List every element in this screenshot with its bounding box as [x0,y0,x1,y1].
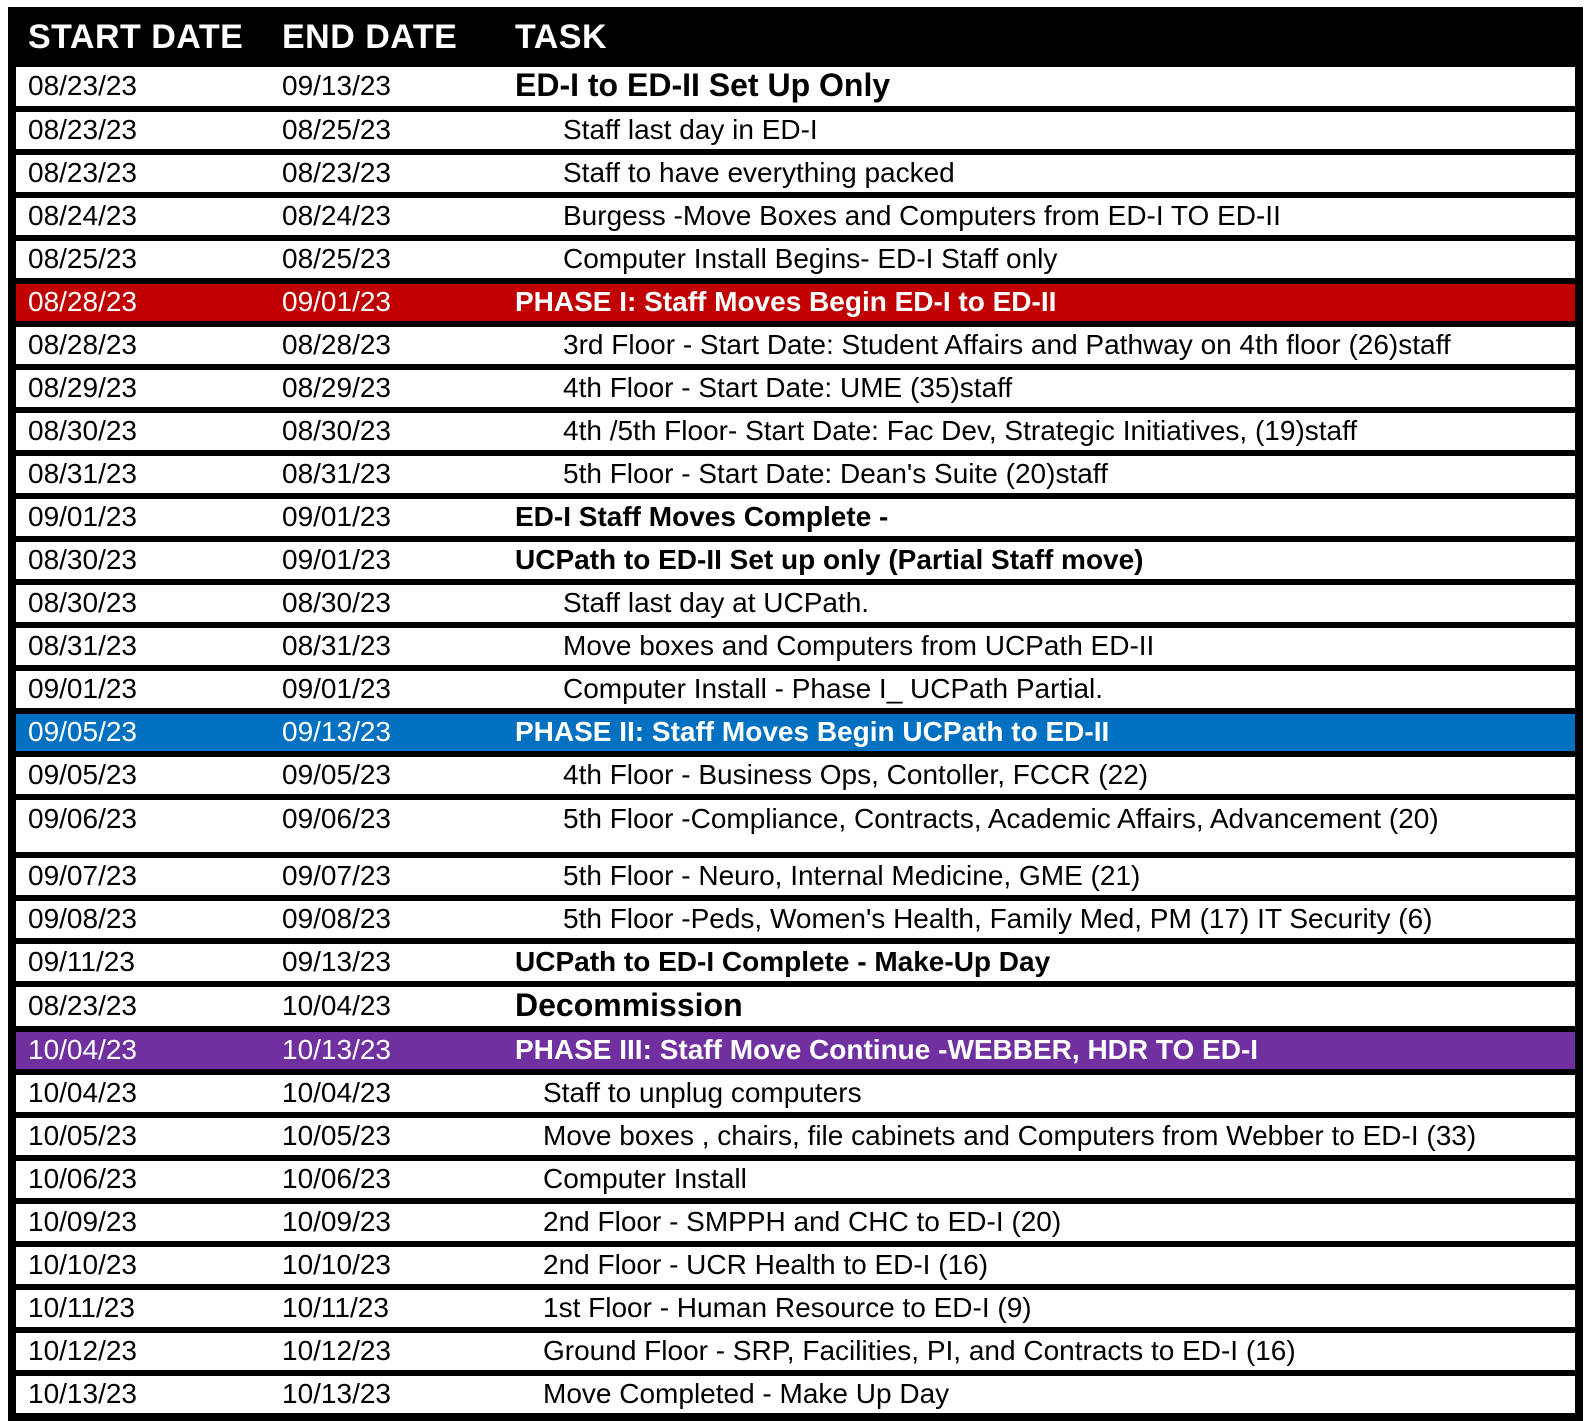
start-date-cell: 08/28/23 [12,281,270,324]
table-row [12,1115,1579,1158]
column-header-task: TASK [503,11,1579,64]
start-date-cell: 09/06/23 [12,797,270,855]
end-date-cell: 10/11/23 [270,1287,503,1330]
end-date-cell: 09/13/23 [270,711,503,754]
task-cell: Burgess -Move Boxes and Computers from ED-I TO ED-II [503,195,1579,238]
end-date-cell: 09/13/23 [270,64,503,109]
end-date-cell: 09/01/23 [270,496,503,539]
table-row [12,797,1579,855]
start-date-cell: 10/09/23 [12,1201,270,1244]
task-cell: Computer Install [503,1158,1579,1201]
end-date-cell: 08/28/23 [270,324,503,367]
end-date-cell: 10/13/23 [270,1373,503,1417]
task-cell: ED-I to ED-II Set Up Only [503,64,1579,109]
end-date-cell: 10/12/23 [270,1330,503,1373]
start-date-cell: 08/31/23 [12,453,270,496]
table-header-row [12,11,1579,64]
start-date-cell: 09/05/23 [12,754,270,797]
task-cell: 5th Floor - Start Date: Dean's Suite (20)staff [503,453,1579,496]
start-date-cell: 08/23/23 [12,984,270,1029]
task-cell: 4th /5th Floor- Start Date: Fac Dev, Strategic Initiatives, (19)staff [503,410,1579,453]
end-date-cell: 10/04/23 [270,1072,503,1115]
task-cell: Ground Floor - SRP, Facilities, PI, and Contracts to ED-I (16) [503,1330,1579,1373]
task-cell: 5th Floor -Peds, Women's Health, Family Med, PM (17) IT Security (6) [503,898,1579,941]
start-date-cell: 09/08/23 [12,898,270,941]
table-row [12,195,1579,238]
table-row [12,410,1579,453]
task-cell: Move Completed - Make Up Day [503,1373,1579,1417]
end-date-cell: 09/07/23 [270,855,503,898]
end-date-cell: 09/01/23 [270,281,503,324]
phase-row [12,1029,1579,1072]
table-row [12,1201,1579,1244]
table-row [12,324,1579,367]
task-cell: Computer Install Begins- ED-I Staff only [503,238,1579,281]
start-date-cell: 09/11/23 [12,941,270,984]
task-cell: Move boxes and Computers from UCPath ED-II [503,625,1579,668]
table-row [12,582,1579,625]
table-row [12,152,1579,195]
table-row [12,1072,1579,1115]
end-date-cell: 09/13/23 [270,941,503,984]
task-cell: Staff to unplug computers [503,1072,1579,1115]
task-cell: 2nd Floor - SMPPH and CHC to ED-I (20) [503,1201,1579,1244]
table-row [12,941,1579,984]
table-row [12,64,1579,109]
task-cell: UCPath to ED-II Set up only (Partial Staff move) [503,539,1579,582]
end-date-cell: 08/30/23 [270,582,503,625]
end-date-cell: 08/25/23 [270,238,503,281]
table-row [12,668,1579,711]
end-date-cell: 08/25/23 [270,109,503,152]
end-date-cell: 10/09/23 [270,1201,503,1244]
table-row [12,367,1579,410]
end-date-cell: 09/08/23 [270,898,503,941]
task-cell: 1st Floor - Human Resource to ED-I (9) [503,1287,1579,1330]
start-date-cell: 08/28/23 [12,324,270,367]
task-cell: 5th Floor -Compliance, Contracts, Academic Affairs, Advancement (20) [503,797,1579,855]
start-date-cell: 08/23/23 [12,152,270,195]
start-date-cell: 08/23/23 [12,64,270,109]
start-date-cell: 08/25/23 [12,238,270,281]
start-date-cell: 08/30/23 [12,410,270,453]
table-row [12,898,1579,941]
task-cell: 4th Floor - Start Date: UME (35)staff [503,367,1579,410]
start-date-cell: 08/30/23 [12,582,270,625]
table-row [12,496,1579,539]
task-cell: PHASE I: Staff Moves Begin ED-I to ED-II [503,281,1579,324]
task-cell: Staff to have everything packed [503,152,1579,195]
start-date-cell: 10/10/23 [12,1244,270,1287]
task-cell: Computer Install - Phase I_ UCPath Partial. [503,668,1579,711]
end-date-cell: 09/05/23 [270,754,503,797]
task-cell: 3rd Floor - Start Date: Student Affairs and Pathway on 4th floor (26)staff [503,324,1579,367]
table-row [12,453,1579,496]
task-cell: PHASE II: Staff Moves Begin UCPath to ED-II [503,711,1579,754]
end-date-cell: 08/31/23 [270,453,503,496]
start-date-cell: 10/04/23 [12,1029,270,1072]
task-cell: PHASE III: Staff Move Continue -WEBBER, HDR TO ED-I [503,1029,1579,1072]
schedule-table [8,7,1583,1421]
end-date-cell: 08/29/23 [270,367,503,410]
end-date-cell: 10/06/23 [270,1158,503,1201]
table-row [12,1330,1579,1373]
table-row [12,855,1579,898]
start-date-cell: 08/30/23 [12,539,270,582]
end-date-cell: 10/05/23 [270,1115,503,1158]
task-cell: Move boxes , chairs, file cabinets and Computers from Webber to ED-I (33) [503,1115,1579,1158]
end-date-cell: 08/23/23 [270,152,503,195]
end-date-cell: 10/10/23 [270,1244,503,1287]
start-date-cell: 09/05/23 [12,711,270,754]
start-date-cell: 10/11/23 [12,1287,270,1330]
end-date-cell: 10/13/23 [270,1029,503,1072]
table-row [12,238,1579,281]
task-cell: 4th Floor - Business Ops, Contoller, FCCR (22) [503,754,1579,797]
task-cell: 2nd Floor - UCR Health to ED-I (16) [503,1244,1579,1287]
phase-row [12,711,1579,754]
start-date-cell: 09/01/23 [12,668,270,711]
start-date-cell: 10/04/23 [12,1072,270,1115]
table-row [12,754,1579,797]
start-date-cell: 10/05/23 [12,1115,270,1158]
task-cell: Decommission [503,984,1579,1029]
table-row [12,1244,1579,1287]
end-date-cell: 08/24/23 [270,195,503,238]
column-header-start-date: START DATE [12,11,270,64]
end-date-cell: 08/31/23 [270,625,503,668]
table-row [12,539,1579,582]
start-date-cell: 08/24/23 [12,195,270,238]
task-cell: 5th Floor - Neuro, Internal Medicine, GME (21) [503,855,1579,898]
table-row [12,1158,1579,1201]
table-row [12,1373,1579,1417]
phase-row [12,281,1579,324]
task-cell: UCPath to ED-I Complete - Make-Up Day [503,941,1579,984]
table-row [12,625,1579,668]
start-date-cell: 08/31/23 [12,625,270,668]
end-date-cell: 09/01/23 [270,668,503,711]
task-cell: ED-I Staff Moves Complete - [503,496,1579,539]
table-row [12,1287,1579,1330]
start-date-cell: 09/01/23 [12,496,270,539]
end-date-cell: 10/04/23 [270,984,503,1029]
table-row [12,109,1579,152]
start-date-cell: 08/23/23 [12,109,270,152]
start-date-cell: 08/29/23 [12,367,270,410]
table-row [12,984,1579,1029]
task-cell: Staff last day in ED-I [503,109,1579,152]
start-date-cell: 10/12/23 [12,1330,270,1373]
start-date-cell: 09/07/23 [12,855,270,898]
end-date-cell: 09/01/23 [270,539,503,582]
task-cell: Staff last day at UCPath. [503,582,1579,625]
start-date-cell: 10/13/23 [12,1373,270,1417]
end-date-cell: 08/30/23 [270,410,503,453]
start-date-cell: 10/06/23 [12,1158,270,1201]
column-header-end-date: END DATE [270,11,503,64]
schedule-table-body [12,64,1579,1417]
end-date-cell: 09/06/23 [270,797,503,855]
